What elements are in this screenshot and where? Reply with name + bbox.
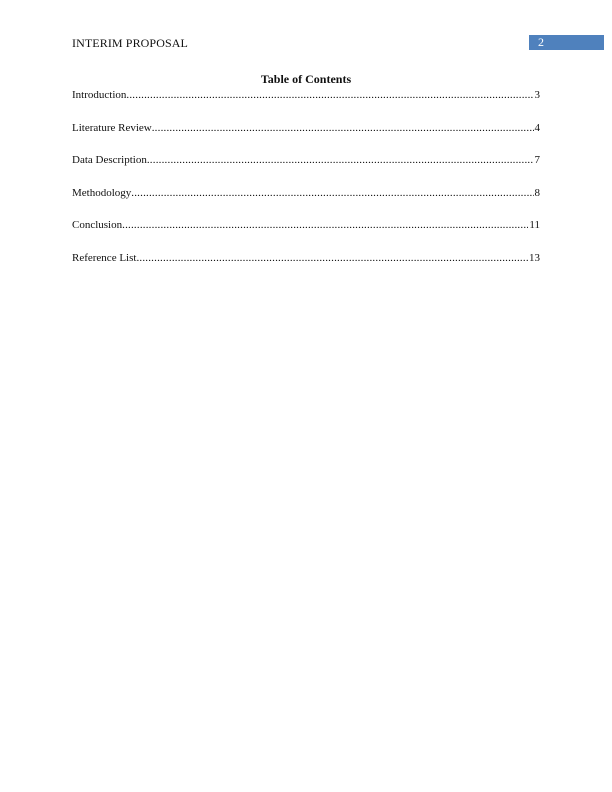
toc-dot-leader xyxy=(152,121,534,135)
toc-heading: Table of Contents xyxy=(260,72,352,86)
toc-dot-leader xyxy=(131,186,533,200)
toc-entry-literature-review[interactable] xyxy=(72,121,540,135)
toc-entry-page: 4 xyxy=(534,121,540,134)
toc-entry-page: 3 xyxy=(534,89,540,101)
toc-entry-reference-list[interactable] xyxy=(72,251,540,265)
toc-entry-page: 7 xyxy=(534,154,540,167)
toc-dot-leader xyxy=(126,88,533,102)
toc-entry-label: Reference List xyxy=(72,251,137,264)
toc-entry-page: 13 xyxy=(529,251,540,264)
toc-entry-label: Methodology xyxy=(72,186,132,199)
running-header-title: INTERIM PROPOSAL xyxy=(72,36,188,50)
toc-dot-leader xyxy=(147,153,534,167)
toc-entry-conclusion[interactable] xyxy=(72,218,540,232)
toc-entry-data-description[interactable] xyxy=(72,153,540,167)
toc-entry-page: 8 xyxy=(534,186,540,199)
page-number-badge: 2 xyxy=(529,35,604,50)
toc-entry-label: Literature Review xyxy=(72,121,152,134)
toc-entry-introduction[interactable] xyxy=(72,88,540,102)
toc-dot-leader xyxy=(122,218,528,232)
toc-entry-methodology[interactable] xyxy=(72,186,540,200)
table-of-contents xyxy=(72,88,540,265)
toc-entry-label: Data Description xyxy=(72,154,147,167)
toc-entry-label: Conclusion xyxy=(72,219,123,232)
toc-entry-label: Introduction xyxy=(72,89,127,101)
toc-entry-page: 11 xyxy=(529,219,540,232)
toc-dot-leader xyxy=(136,251,528,265)
